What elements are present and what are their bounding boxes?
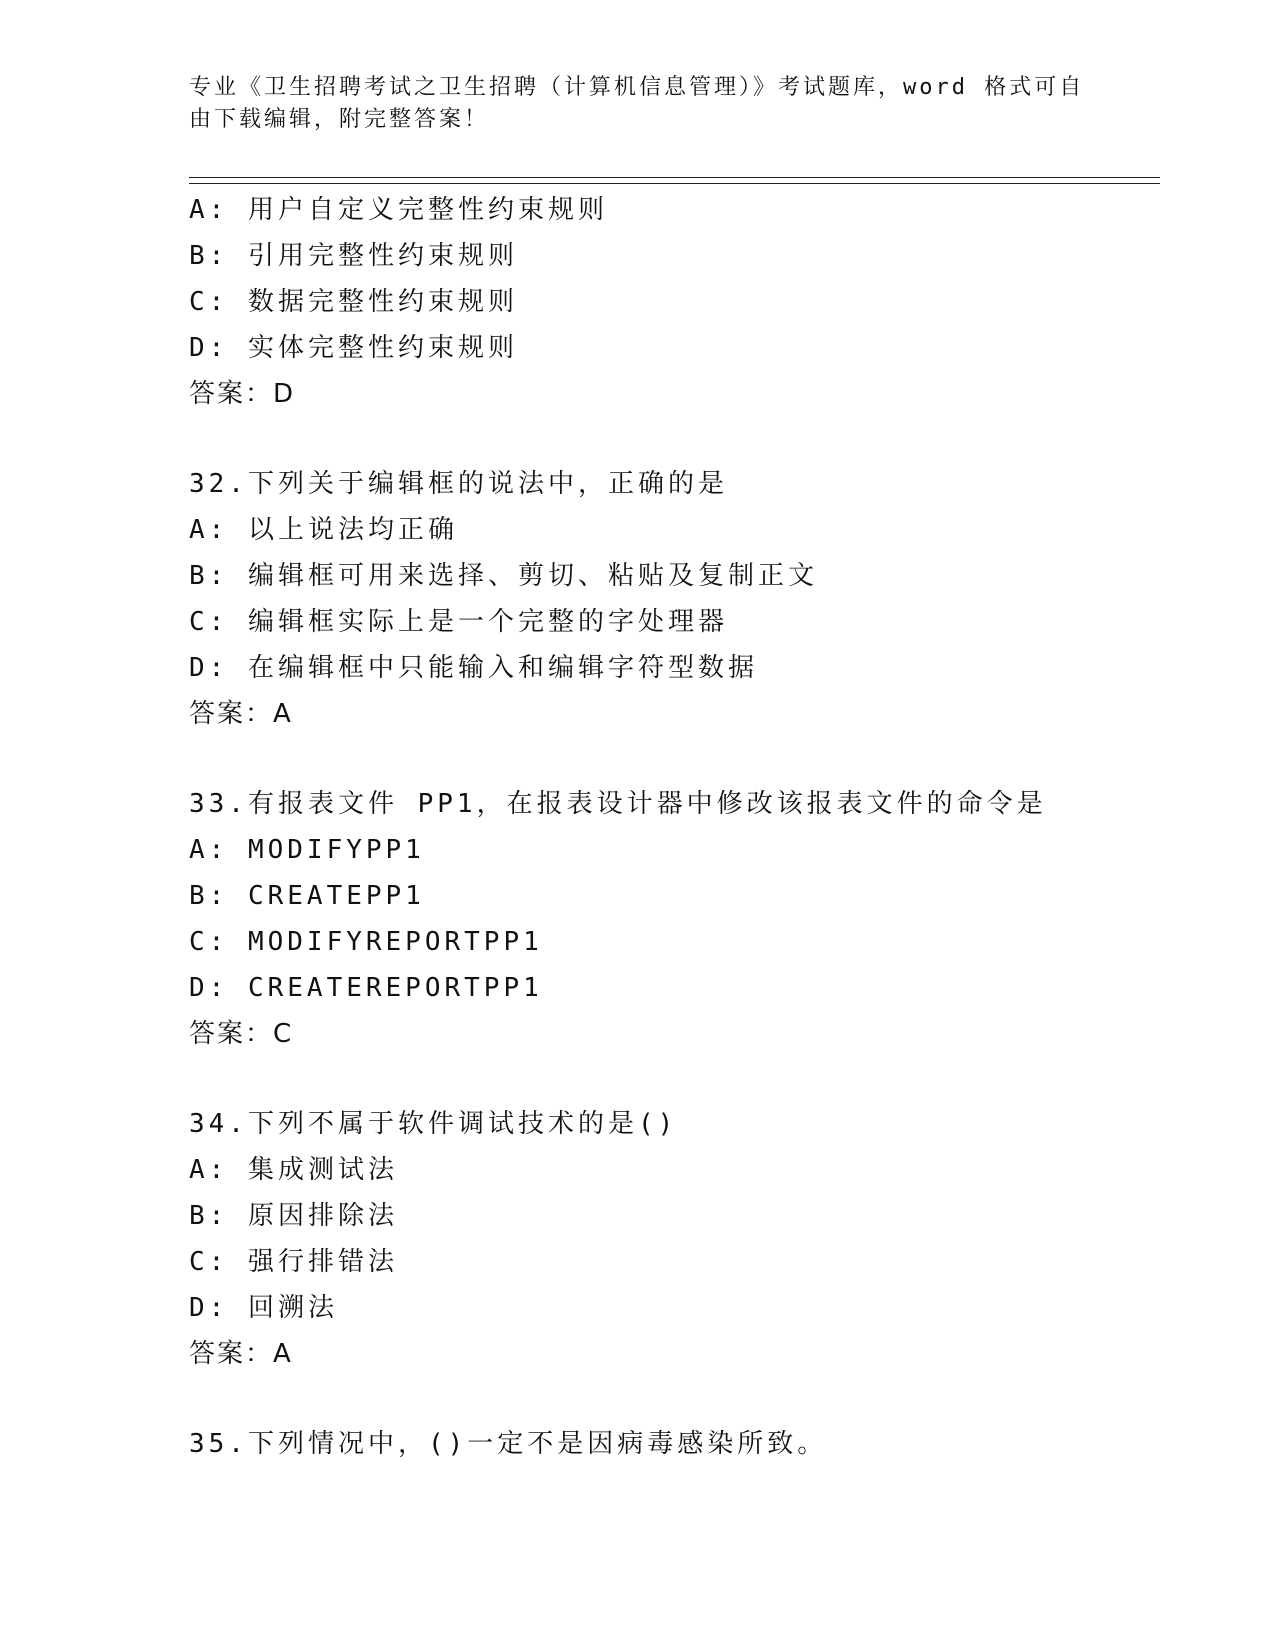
option-d: D: 在编辑框中只能输入和编辑字符型数据	[189, 653, 758, 683]
question-stem: 34.下列不属于软件调试技术的是()	[189, 1109, 678, 1139]
spacer	[189, 1377, 1189, 1421]
option-c: C: 强行排错法	[189, 1247, 398, 1277]
document-header	[189, 72, 1089, 136]
option-a: A: 集成测试法	[189, 1155, 398, 1185]
spacer	[189, 737, 1189, 781]
option-c: C: MODIFYREPORTPP1	[189, 927, 543, 957]
answer-line: 答案：A	[189, 699, 293, 729]
option-b: B: CREATEPP1	[189, 881, 425, 911]
question-block-35	[189, 1421, 1189, 1467]
answer-line: 答案：A	[189, 1339, 293, 1369]
option-b: B: 引用完整性约束规则	[189, 241, 518, 271]
option-d: D: 实体完整性约束规则	[189, 333, 518, 363]
question-stem: 33.有报表文件 PP1，在报表设计器中修改该报表文件的命令是	[189, 789, 1047, 819]
option-a: A: MODIFYPP1	[189, 835, 425, 865]
option-a: A: 以上说法均正确	[189, 515, 458, 545]
option-c: C: 数据完整性约束规则	[189, 287, 518, 317]
header-divider-top	[189, 177, 1160, 178]
question-block-33	[189, 781, 1189, 1057]
option-a: A: 用户自定义完整性约束规则	[189, 195, 608, 225]
option-b: B: 编辑框可用来选择、剪切、粘贴及复制正文	[189, 561, 818, 591]
spacer	[189, 417, 1189, 461]
answer-line: 答案：C	[189, 1019, 294, 1049]
question-block-32	[189, 461, 1189, 737]
header-line-1: 专业《卫生招聘考试之卫生招聘（计算机信息管理）》考试题库，word 格式可自	[189, 75, 1085, 100]
question-stem: 35.下列情况中，()一定不是因病毒感染所致。	[189, 1429, 828, 1459]
answer-line: 答案：D	[189, 379, 296, 409]
question-stem: 32.下列关于编辑框的说法中，正确的是	[189, 469, 728, 499]
question-block-34	[189, 1101, 1189, 1377]
option-d: D: 回溯法	[189, 1293, 338, 1323]
header-divider-bottom	[189, 183, 1160, 184]
question-block-31	[189, 187, 1189, 417]
option-b: B: 原因排除法	[189, 1201, 398, 1231]
header-line-2: 由下载编辑，附完整答案！	[189, 107, 490, 132]
question-list	[189, 187, 1189, 1467]
spacer	[189, 1057, 1189, 1101]
option-d: D: CREATEREPORTPP1	[189, 973, 543, 1003]
option-c: C: 编辑框实际上是一个完整的字处理器	[189, 607, 728, 637]
